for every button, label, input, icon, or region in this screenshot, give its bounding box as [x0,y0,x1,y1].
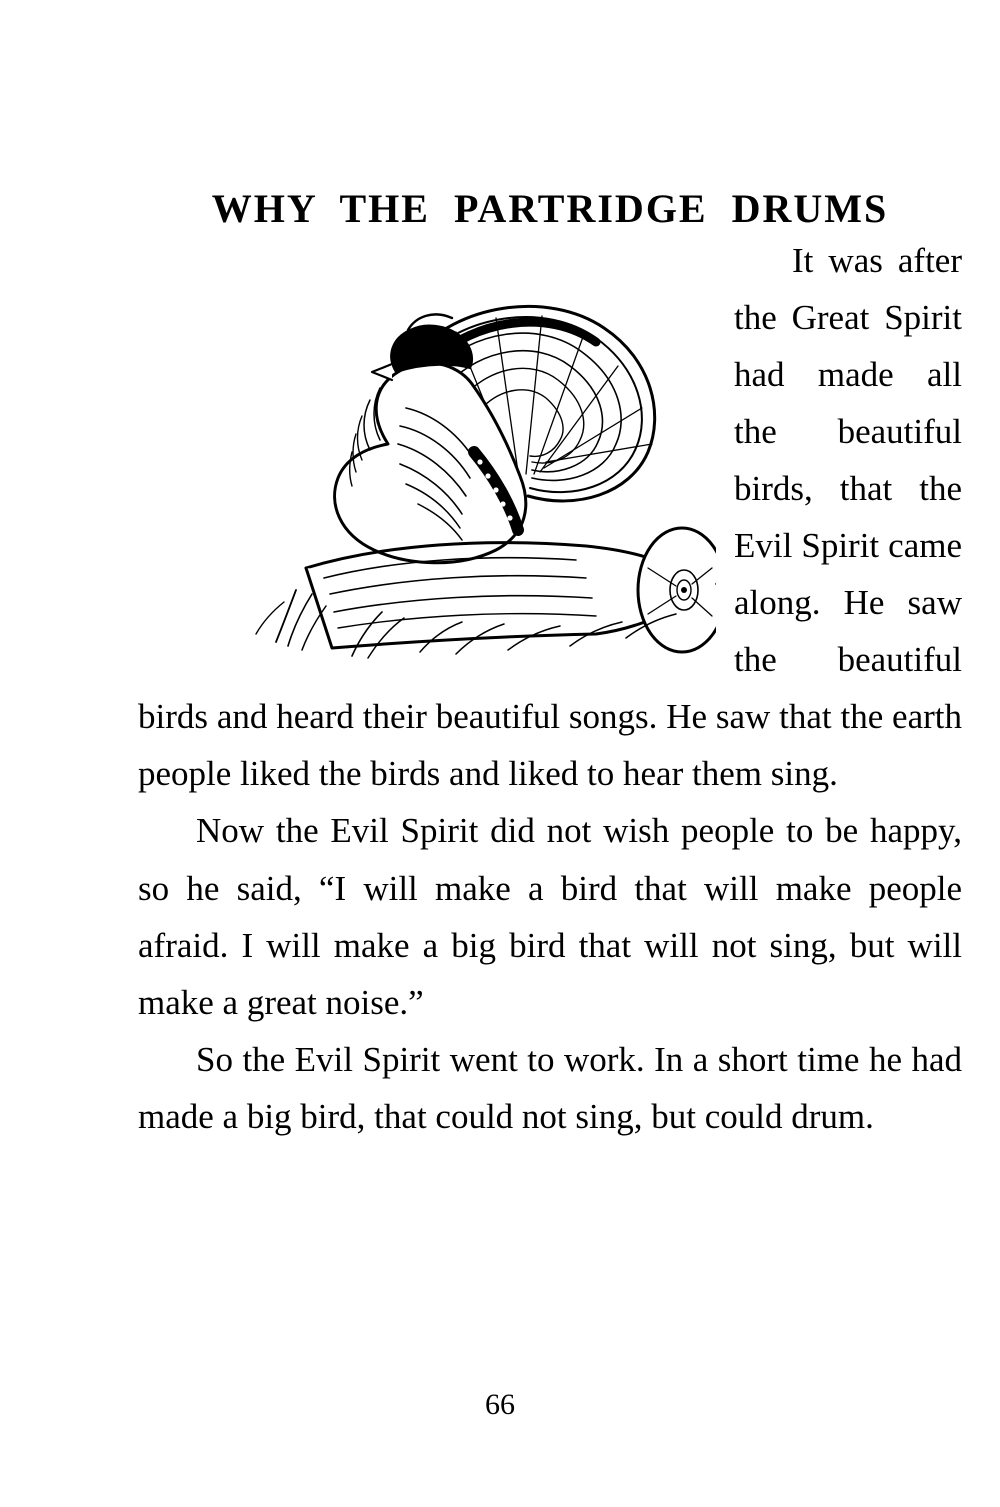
paragraph-1: It was after the Great Spirit had made all the beautiful birds, that the Evil Spirit came along. He saw the beautiful birds and heard their beautiful songs. He saw that the earth people liked the birds and liked to hear them sing. [138,241,962,794]
first-paragraph-block [138,232,962,802]
body-text-column [138,232,962,1145]
page-title: WHY THE PARTRIDGE DRUMS [211,185,889,231]
paragraph-2: Now the Evil Spirit did not wish people to be happy, so he said, “I will make a bird that will make people afraid. I will make a big bird that will not sing, but will make a great noise.” [138,811,962,1022]
page-number: 66 [485,1388,515,1421]
paragraph-3: So the Evil Spirit went to work. In a short time he had made a big bird, that could not sing, but could drum. [138,1039,962,1136]
partridge-illustration [156,238,716,668]
